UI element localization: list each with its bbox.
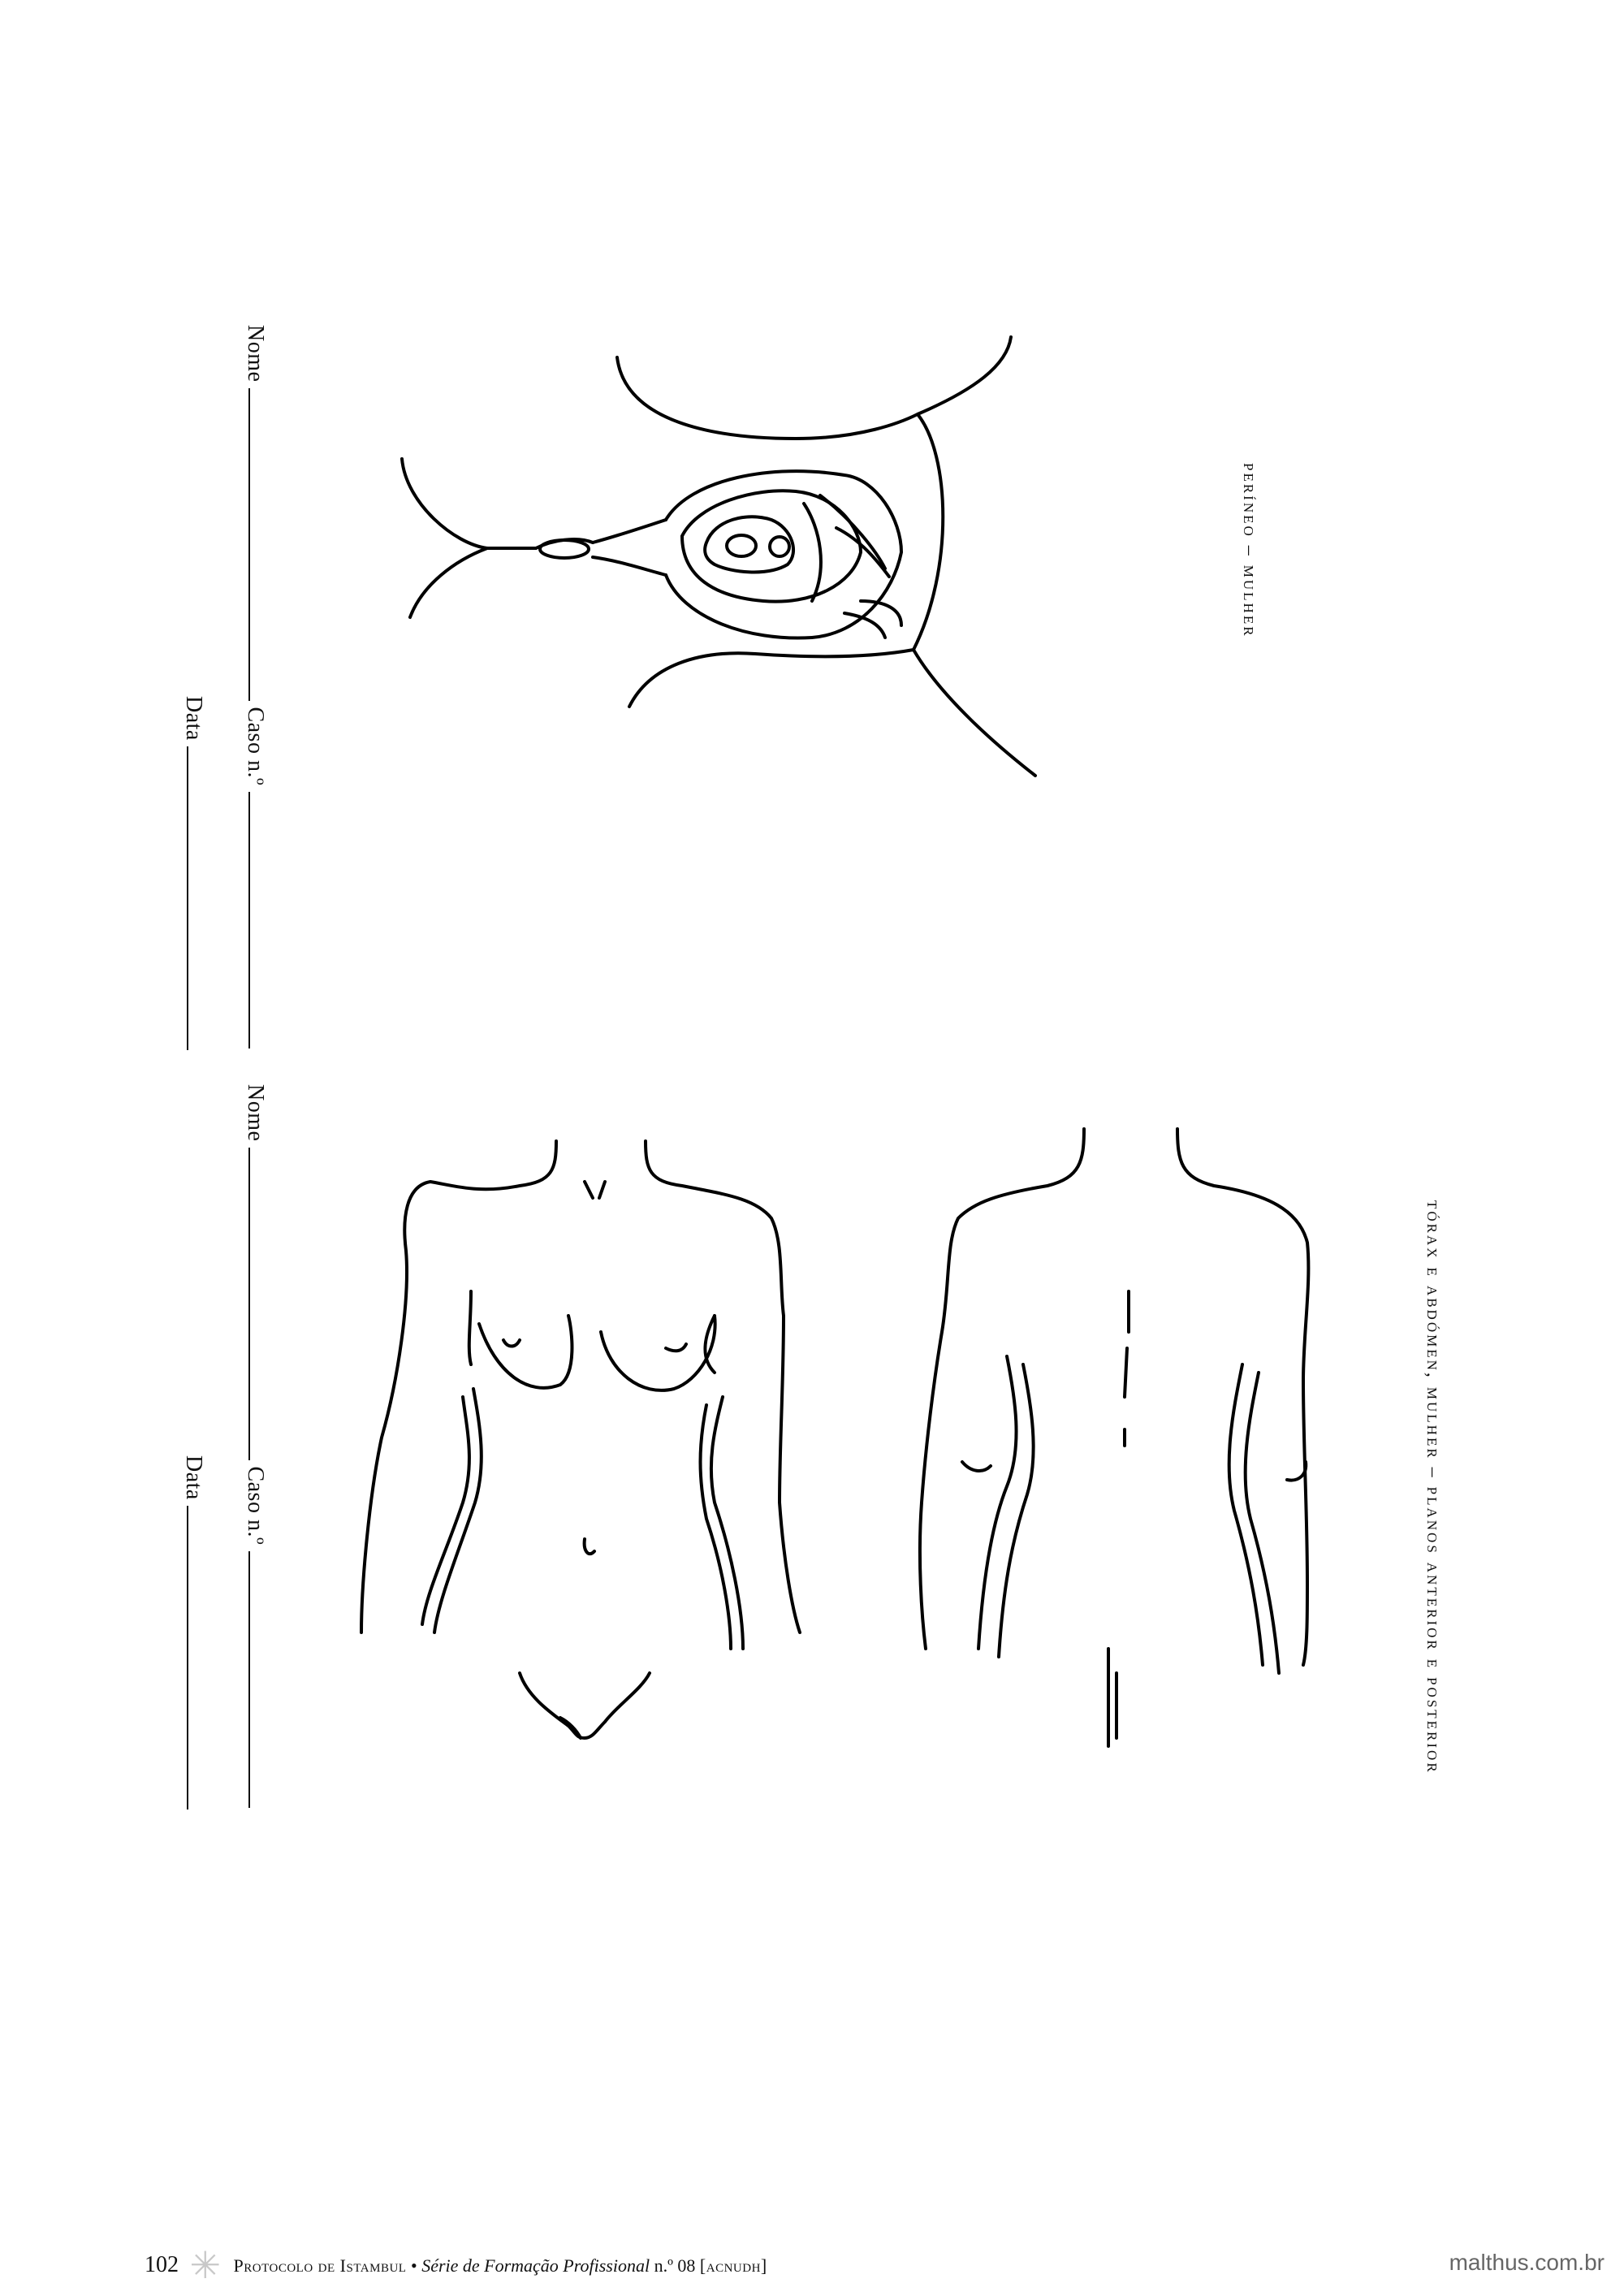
series-title: Série de Formação Profissional bbox=[421, 2255, 650, 2276]
caption-torso: tórax e abdómen, mulher – planos anterior e posterior bbox=[1423, 1200, 1444, 1775]
name-label-2: Nome bbox=[243, 1084, 268, 1142]
publication-title: Protocolo de Istambul bbox=[233, 2255, 407, 2276]
watermark: malthus.com.br bbox=[1449, 2250, 1605, 2275]
series-number: n.º 08 bbox=[654, 2255, 696, 2276]
page-footer bbox=[145, 2243, 767, 2287]
date-label-2: Data bbox=[181, 1455, 206, 1500]
caption-perineum: períneo – mulher bbox=[1239, 463, 1260, 638]
name-label: Nome bbox=[243, 325, 268, 383]
organization: [acnudh] bbox=[699, 2255, 767, 2276]
torso-posterior-diagram bbox=[920, 1129, 1308, 1746]
page-number: 102 bbox=[145, 2252, 179, 2277]
asterisk-icon: ✳ bbox=[189, 2245, 222, 2286]
case-label: Caso n.º bbox=[243, 707, 268, 786]
case-label-2: Caso n.º bbox=[243, 1466, 268, 1546]
footer-separator: • bbox=[410, 2255, 417, 2276]
date-label: Data bbox=[181, 696, 206, 741]
perineum-diagram bbox=[402, 337, 1035, 776]
torso-anterior-diagram bbox=[361, 1141, 800, 1738]
